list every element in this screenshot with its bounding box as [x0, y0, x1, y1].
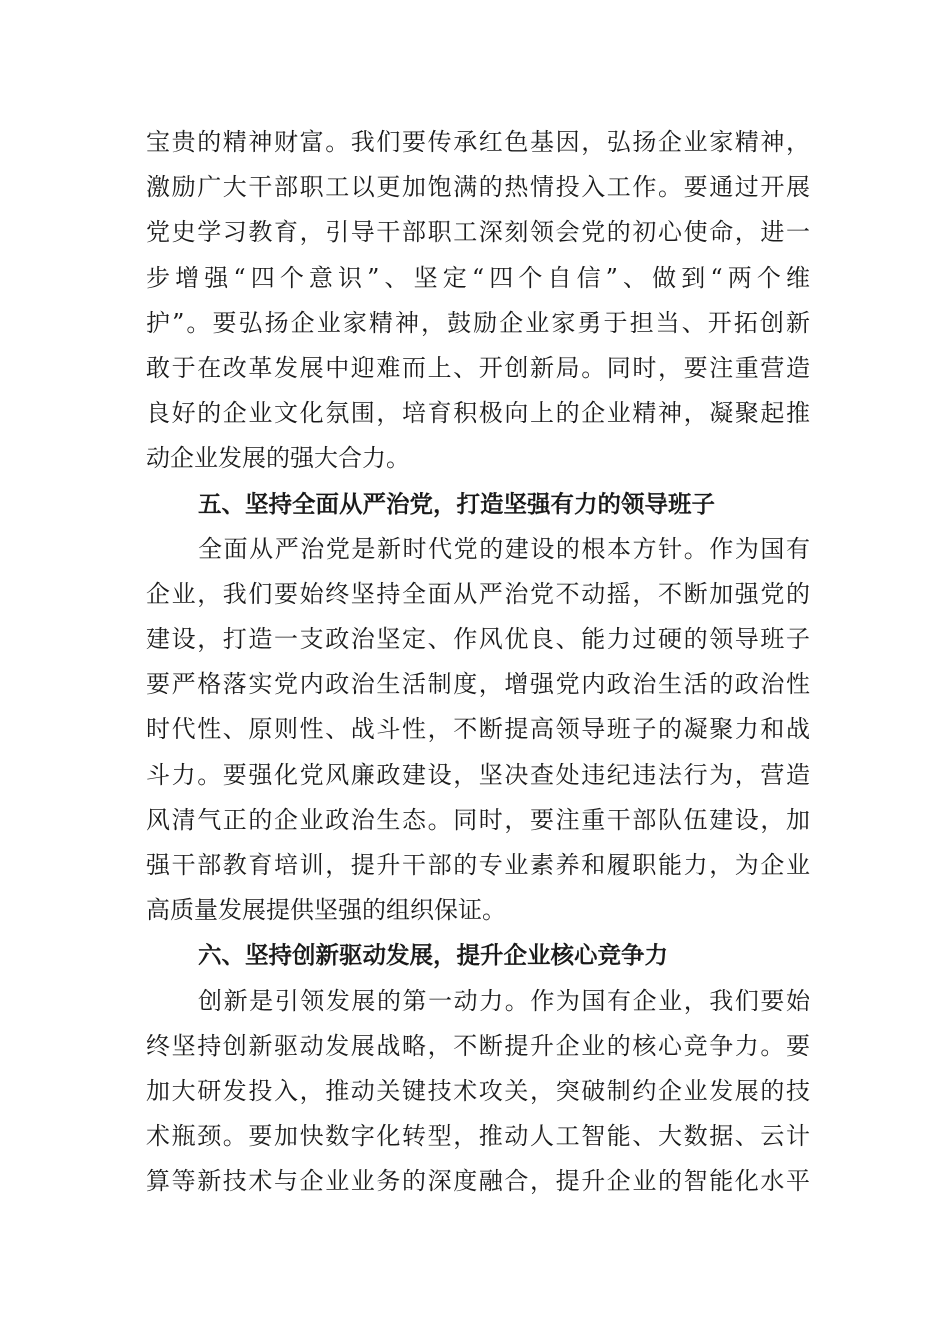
- document-body: [146, 120, 810, 1205]
- paragraph-line: 斗力。要强化党风廉政建设，坚决查处违纪违法行为，营造: [146, 760, 810, 789]
- paragraph-line: 敢于在改革发展中迎难而上、开创新局。同时，要注重营造: [146, 353, 810, 382]
- paragraph-line: 党史学习教育，引导干部职工深刻领会党的初心使命，进一: [146, 218, 810, 247]
- paragraph-line: 术瓶颈。要加快数字化转型，推动人工智能、大数据、云计: [146, 1122, 810, 1151]
- paragraph-line: 高质量发展提供坚强的组织保证。: [146, 896, 506, 925]
- paragraph-line: 步增强“四个意识”、坚定“四个自信”、做到“两个维: [146, 263, 810, 292]
- paragraph-line: 算等新技术与企业业务的深度融合，提升企业的智能化水平: [146, 1167, 810, 1196]
- paragraph-line: 强干部教育培训，提升干部的专业素养和履职能力，为企业: [146, 851, 810, 879]
- paragraph-line: 建设，打造一支政治坚定、作风优良、能力过硬的领导班子: [146, 625, 810, 654]
- paragraph-line: 企业，我们要始终坚持全面从严治党不动摇，不断加强党的: [146, 579, 810, 608]
- paragraph-line: 良好的企业文化氛围，培育积极向上的企业精神，凝聚起推: [146, 399, 810, 428]
- paragraph-line: 创新是引领发展的第一动力。作为国有企业，我们要始: [198, 986, 810, 1015]
- paragraph-line: 风清气正的企业政治生态。同时，要注重干部队伍建设，加: [146, 805, 810, 834]
- paragraph-line: 时代性、原则性、战斗性，不断提高领导班子的凝聚力和战: [146, 715, 810, 744]
- paragraph-line: 加大研发投入，推动关键技术攻关，突破制约企业发展的技: [146, 1076, 810, 1105]
- paragraph-line: 动企业发展的强大合力。: [146, 444, 410, 473]
- paragraph-line: 全面从严治党是新时代党的建设的根本方针。作为国有: [198, 534, 810, 563]
- paragraph-line: 护”。要弘扬企业家精神，鼓励企业家勇于担当、开拓创新: [146, 308, 810, 337]
- section-heading: 五、坚持全面从严治党，打造坚强有力的领导班子: [198, 489, 715, 518]
- paragraph-line: 宝贵的精神财富。我们要传承红色基因，弘扬企业家精神，: [146, 128, 810, 156]
- section-heading: 六、坚持创新驱动发展，提升企业核心竞争力: [198, 941, 668, 970]
- paragraph-line: 要严格落实党内政治生活制度，增强党内政治生活的政治性: [146, 670, 810, 699]
- paragraph-line: 终坚持创新驱动发展战略，不断提升企业的核心竞争力。要: [146, 1031, 810, 1060]
- paragraph-line: 激励广大干部职工以更加饱满的热情投入工作。要通过开展: [146, 173, 810, 202]
